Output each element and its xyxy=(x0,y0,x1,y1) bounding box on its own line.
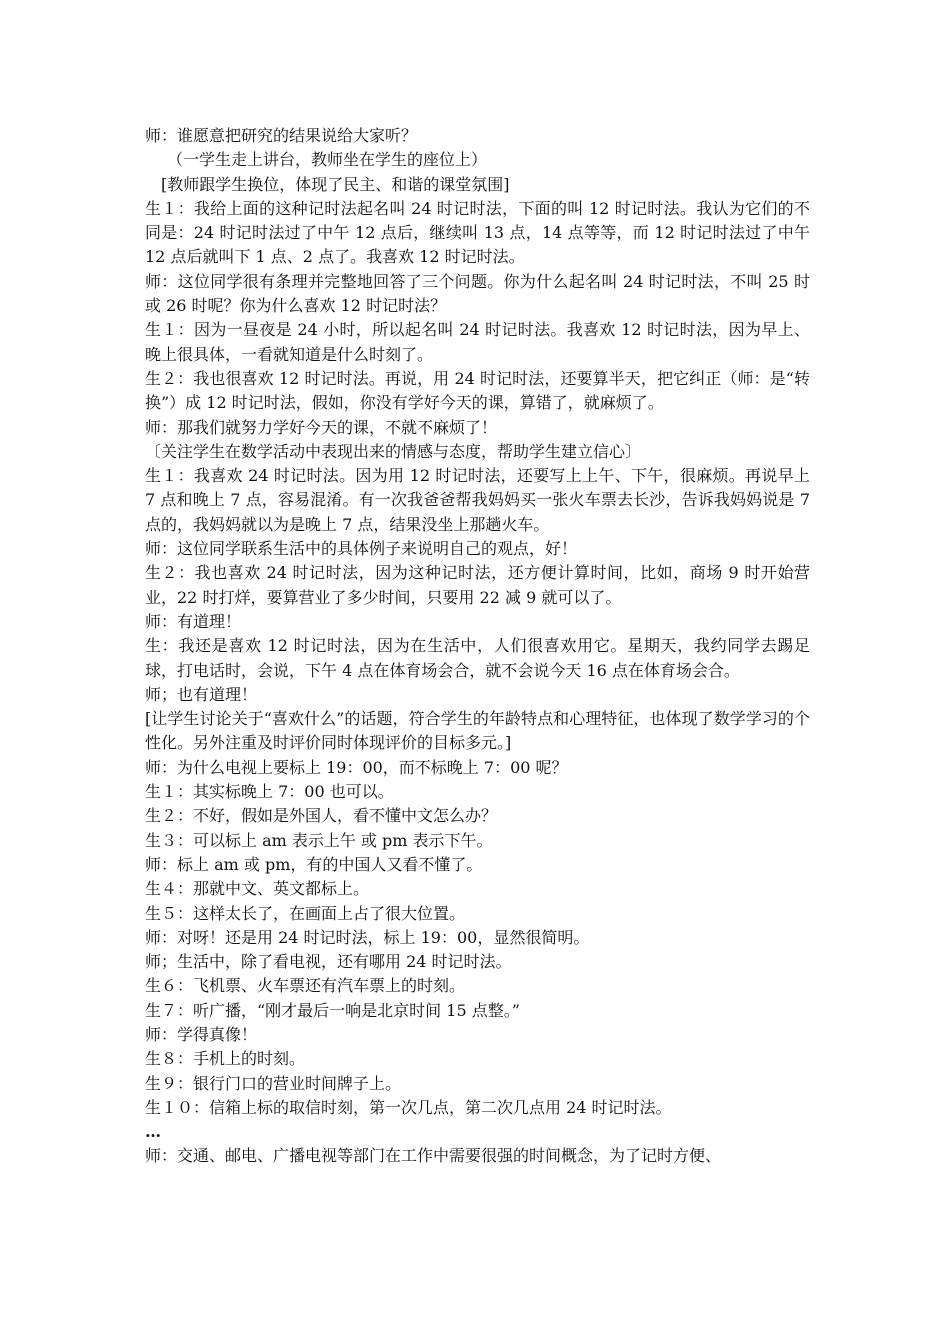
paragraph-dialogue: 生８：手机上的时刻。 xyxy=(145,1049,306,1069)
paragraph-dialogue: 生９：银行门口的营业时间牌子上。 xyxy=(145,1073,402,1093)
paragraph-dialogue: 生５：这样太长了，在画面上占了很大位置。 xyxy=(145,903,466,923)
ellipsis-line: … xyxy=(145,1122,160,1142)
paragraph-dialogue: 生１０：信箱上标的取信时刻，第一次几点，第二次几点用 24 时记时法。 xyxy=(145,1097,672,1117)
paragraph-annotation: [教师跟学生换位，体现了民主、和谐的课堂氛围] xyxy=(161,174,510,194)
paragraph-dialogue: 生７：听广播，“刚才最后一响是北京时间 15 点整。” xyxy=(145,1000,520,1020)
paragraph-dialogue: 生２：我也喜欢 24 时记时法，因为这种记时法，还方便计算时间，比如，商场 9 时开始营业，22 时打烊，要算营业了多少时间，只要用 22 减 9 就可以了。 xyxy=(145,563,810,607)
paragraph-dialogue: 师：这位同学很有条理并完整地回答了三个问题。你为什么起名叫 24 时记时法，不叫 25 时或 26 时呢？你为什么喜欢 12 时记时法？ xyxy=(145,271,810,316)
paragraph-annotation: 〔关注学生在数学活动中表现出来的情感与态度，帮助学生建立信心〕 xyxy=(145,441,642,461)
paragraph-dialogue: 师：对呀！还是用 24 时记时法，标上 19：00，显然很简明。 xyxy=(145,927,590,947)
paragraph-dialogue: 生２：不好，假如是外国人，看不懂中文怎么办？ xyxy=(145,806,498,826)
paragraph-dialogue: 师：标上 am 或 pm，有的中国人又看不懂了。 xyxy=(145,854,483,874)
paragraph-dialogue: 师：为什么电视上要标上 19：00，而不标晚上 7：00 呢？ xyxy=(145,757,568,777)
paragraph-dialogue: 生：我还是喜欢 12 时记时法，因为在生活中，人们很喜欢用它。星期天，我约同学去踢足球，打电话时，会说，下午 4 点在体育场会合，就不会说今天 16 点在体育场会合。 xyxy=(145,636,810,680)
paragraph-dialogue: 生６：飞机票、火车票还有汽车票上的时刻。 xyxy=(145,976,466,996)
paragraph-dialogue: 师；生活中，除了看电视，还有哪用 24 时记时法。 xyxy=(145,952,512,972)
paragraph-dialogue: 生１：我给上面的这种记时法起名叫 24 时记时法，下面的叫 12 时记时法。我认为它们的不同是：24 时记时法过了中午 12 点后，继续叫 13 点，14 点等等，而 12 时记时法过了中午 12 点后就叫下 1 点、2 点了。我喜欢 12 时记时法。 xyxy=(145,198,810,267)
paragraph-dialogue: 生１：其实标晚上 7：00 也可以。 xyxy=(145,782,394,802)
paragraph-dialogue: 生１：我喜欢 24 时记时法。因为用 12 时记时法，还要写上上午、下午，很麻烦。再说早上 7 点和晚上 7 点，容易混淆。有一次我爸爸帮我妈妈买一张火车票去长沙，告诉我妈妈说是 7 点的，我妈妈就以为是晚上 7 点，结果没坐上那趟火车。 xyxy=(145,466,810,534)
paragraph-dialogue: 生３：可以标上 am 表示上午 或 pm 表示下午。 xyxy=(145,830,493,850)
paragraph-dialogue: 师：有道理！ xyxy=(145,611,242,631)
paragraph-dialogue: 师；也有道理！ xyxy=(145,684,258,704)
paragraph-dialogue: 师：交通、邮电、广播电视等部门在工作中需要很强的时间概念，为了记时方便、 xyxy=(145,1146,722,1166)
paragraph-dialogue: 师：这位同学联系生活中的具体例子来说明自己的观点，好！ xyxy=(145,539,578,559)
paragraph-annotation: [让学生讨论关于“喜欢什么”的话题，符合学生的年龄特点和心理特征，也体现了数学学习的个性化。另外注重及时评价同时体现评价的目标多元。] xyxy=(145,709,810,753)
paragraph-dialogue: 师：学得真像！ xyxy=(145,1024,258,1044)
paragraph-dialogue: 生２：我也很喜欢 12 时记时法。再说，用 24 时记时法，还要算半天，把它纠正（师：是“转换”）成 12 时记时法，假如，你没有学好今天的课，算错了，就麻烦了。 xyxy=(145,368,810,413)
paragraph-dialogue: 生１：因为一昼夜是 24 小时，所以起名叫 24 时记时法。我喜欢 12 时记时法，因为早上、晚上很具体，一看就知道是什么时刻了。 xyxy=(145,320,810,364)
paragraph-dialogue: 师：那我们就努力学好今天的课，不就不麻烦了！ xyxy=(145,417,498,437)
paragraph-teacher-question: 师：谁愿意把研究的结果说给大家听？ xyxy=(145,126,418,145)
document-body xyxy=(145,124,810,1169)
paragraph-dialogue: 生４：那就中文、英文都标上。 xyxy=(145,879,370,899)
paragraph-stage-direction: （一学生走上讲台，教师坐在学生的座位上） xyxy=(167,150,488,170)
